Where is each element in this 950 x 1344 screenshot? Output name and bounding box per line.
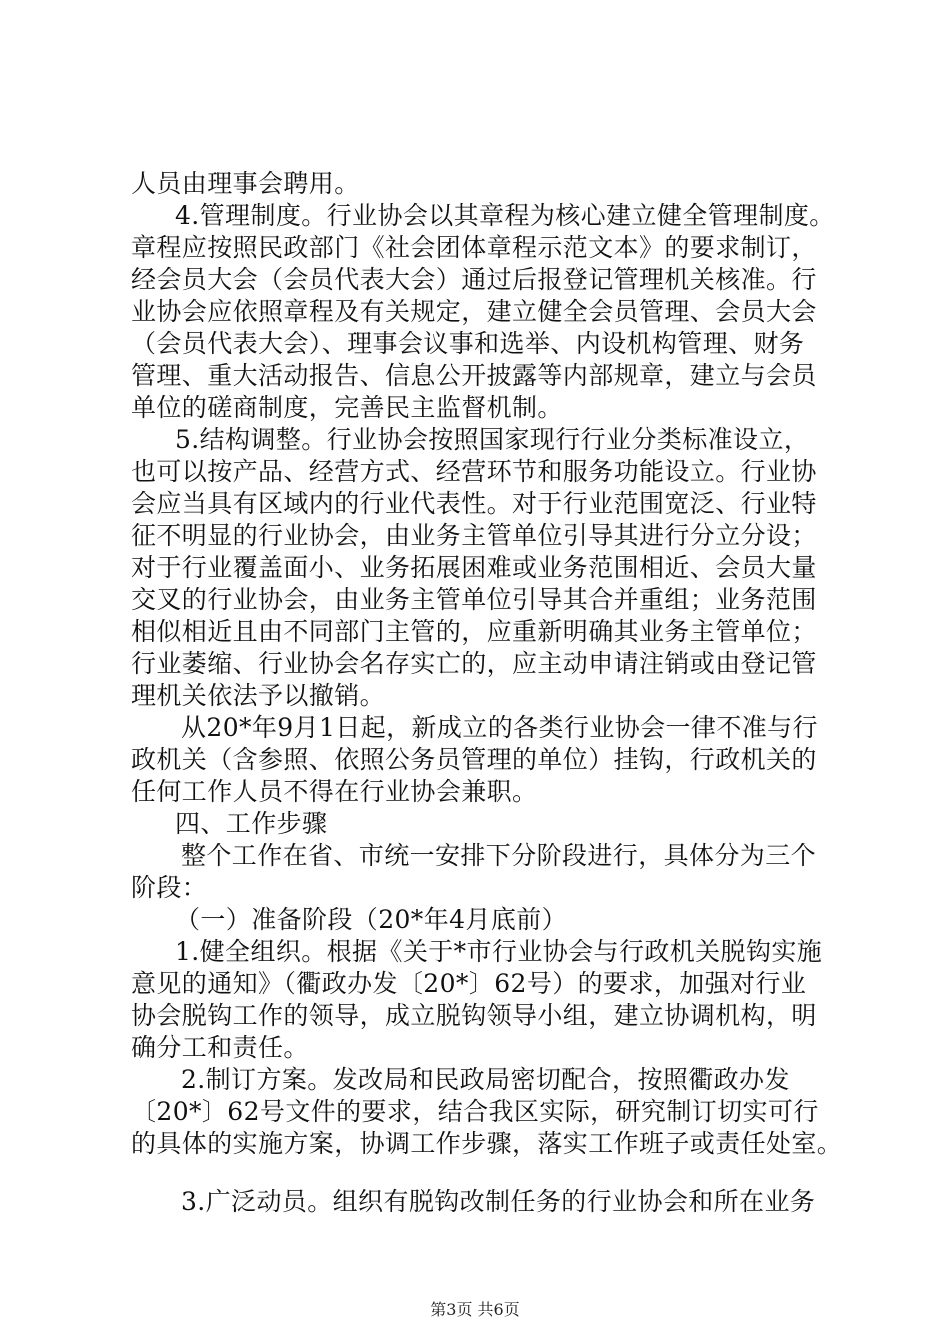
- text-line: 交叉的行业协会，由业务主管单位引导其合并重组；业务范围: [131, 585, 817, 614]
- text-line: 业协会应依照章程及有关规定，建立健全会员管理、会员大会: [131, 297, 817, 326]
- text-line: 3.广泛动员。组织有脱钩改制任务的行业协会和所在业务: [181, 1187, 816, 1216]
- text-line: 经会员大会（会员代表大会）通过后报登记管理机关核准。行: [131, 265, 817, 294]
- text-line: 协会脱钩工作的领导，成立脱钩领导小组，建立协调机构，明: [131, 1001, 817, 1030]
- text-line: 对于行业覆盖面小、业务拓展困难或业务范围相近、会员大量: [131, 553, 817, 582]
- text-line: 意见的通知》（衢政办发〔20*〕62号）的要求，加强对行业: [131, 969, 807, 998]
- page-footer: 第3页 共6页: [430, 1300, 520, 1319]
- text-line: 〔20*〕62号文件的要求，结合我区实际，研究制订切实可行: [131, 1097, 819, 1126]
- text-line: 管理、重大活动报告、信息公开披露等内部规章，建立与会员: [131, 361, 817, 390]
- text-line: （会员代表大会）、理事会议事和选举、内设机构管理、财务: [131, 329, 805, 358]
- text-line: 整个工作在省、市统一安排下分阶段进行，具体分为三个: [181, 841, 817, 870]
- text-line: 1.健全组织。根据《关于*市行业协会与行政机关脱钩实施: [175, 937, 823, 966]
- subsection-heading: （一）准备阶段（20*年4月底前）: [175, 905, 568, 934]
- text-line: 从20*年9月1日起，新成立的各类行业协会一律不准与行: [181, 713, 818, 742]
- text-line: 4.管理制度。行业协会以其章程为核心建立健全管理制度。: [175, 201, 835, 230]
- text-line: 也可以按产品、经营方式、经营环节和服务功能设立。行业协: [131, 457, 817, 486]
- text-line: 确分工和责任。: [131, 1033, 309, 1062]
- text-line: 阶段：: [131, 873, 208, 902]
- text-line: 会应当具有区域内的行业代表性。对于行业范围宽泛、行业特: [131, 489, 817, 518]
- text-line: 2.制订方案。发改局和民政局密切配合，按照衢政办发: [181, 1065, 790, 1094]
- text-line: 理机关依法予以撤销。: [131, 681, 386, 710]
- text-line: 征不明显的行业协会，由业务主管单位引导其进行分立分设；: [131, 521, 817, 550]
- text-line: 章程应按照民政部门《社会团体章程示范文本》的要求制订，: [131, 233, 817, 262]
- text-line: 5.结构调整。行业协会按照国家现行行业分类标准设立，: [175, 425, 810, 454]
- text-line: 单位的磋商制度，完善民主监督机制。: [131, 393, 563, 422]
- text-line: 任何工作人员不得在行业协会兼职。: [131, 777, 538, 806]
- text-line: 政机关（含参照、依照公务员管理的单位）挂钩，行政机关的: [131, 745, 817, 774]
- text-line: 相似相近且由不同部门主管的，应重新明确其业务主管单位；: [131, 617, 817, 646]
- text-line: 的具体的实施方案，协调工作步骤，落实工作班子或责任处室。: [131, 1129, 843, 1158]
- text-line: 行业萎缩、行业协会名存实亡的，应主动申请注销或由登记管: [131, 649, 817, 678]
- section-heading: 四、工作步骤: [175, 809, 328, 838]
- text-line: 人员由理事会聘用。: [131, 169, 360, 198]
